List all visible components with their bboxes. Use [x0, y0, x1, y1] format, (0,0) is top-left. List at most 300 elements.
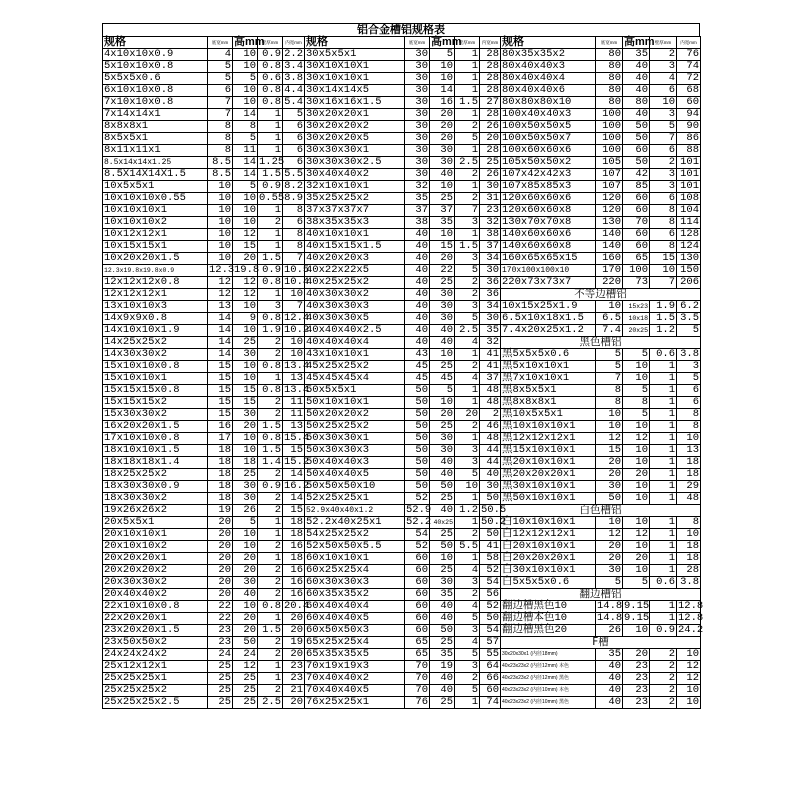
width-cell: 160 [596, 253, 623, 265]
width-cell: 17 [208, 433, 233, 445]
height-cell: 10 [233, 529, 258, 541]
inner-width-cell: 11 [283, 409, 305, 421]
spec-cell: 35x25x25x2 [305, 193, 405, 205]
thickness-cell: 1.5 [455, 97, 480, 109]
thickness-cell: 1 [455, 349, 480, 361]
thickness-cell: 1 [258, 661, 283, 673]
spec-cell: 10x20x20x1.5 [103, 253, 208, 265]
spec-cell: 20x10x10x2 [103, 541, 208, 553]
height-cell: 10 [430, 181, 455, 193]
width-cell: 60 [405, 553, 430, 565]
height-cell: 40 [430, 505, 455, 517]
inner-width-cell: 41 [480, 349, 501, 361]
width-cell: 10 [596, 301, 623, 313]
spec-cell: 52.2x40x25x1 [305, 517, 405, 529]
spec-cell: 37x37x37x7 [305, 205, 405, 217]
height-cell: 30 [430, 157, 455, 169]
inner-width-cell: 13 [283, 421, 305, 433]
inner-width-cell: 36 [480, 277, 501, 289]
height-cell: 25 [430, 637, 455, 649]
width-cell: 30 [405, 157, 430, 169]
inner-width-cell: 6 [677, 397, 701, 409]
inner-width-cell: 76 [677, 49, 701, 61]
width-cell: 18 [208, 457, 233, 469]
width-cell: 65 [405, 637, 430, 649]
height-cell: 20 [623, 649, 650, 661]
inner-width-cell: 16 [283, 589, 305, 601]
inner-width-cell: 66 [480, 673, 501, 685]
width-cell: 30 [405, 145, 430, 157]
spec-cell: 12x12x12x1 [103, 289, 208, 301]
spec-cell: 40x15x15x1.5 [305, 241, 405, 253]
height-cell: 40 [623, 61, 650, 73]
width-cell: 25 [208, 673, 233, 685]
width-cell: 10 [208, 241, 233, 253]
inner-width-cell: 20 [283, 613, 305, 625]
thickness-cell: 1 [258, 121, 283, 133]
thickness-cell: 3 [650, 169, 677, 181]
height-cell: 5 [233, 181, 258, 193]
thickness-cell: 0.6 [650, 577, 677, 589]
inner-width-cell: 26 [480, 169, 501, 181]
inner-width-cell: 32 [480, 337, 501, 349]
inner-width-cell: 128 [677, 229, 701, 241]
spec-cell: 8.5X14X14X1.5 [103, 169, 208, 181]
spec-cell: 黑12x12x12x1 [501, 433, 596, 445]
thickness-cell: 1 [650, 469, 677, 481]
spec-cell: 60x35x35x2 [305, 589, 405, 601]
table-row [103, 505, 701, 517]
height-cell: 23 [623, 673, 650, 685]
inner-width-cell: 3.8 [677, 577, 701, 589]
height-cell: 26 [233, 505, 258, 517]
inner-width-cell: 48 [480, 433, 501, 445]
height-cell: 40 [430, 469, 455, 481]
height-cell: 15 [233, 397, 258, 409]
inner-width-cell: 25 [480, 157, 501, 169]
thickness-cell: 2 [258, 337, 283, 349]
spec-cell: 翻边槽黑色10 [501, 601, 596, 613]
spec-cell: 20x5x5x1 [103, 517, 208, 529]
width-cell: 20 [208, 565, 233, 577]
inner-width-cell: 46 [480, 421, 501, 433]
inner-width-cell: 44 [480, 457, 501, 469]
thickness-cell: 1 [455, 433, 480, 445]
inner-width-cell: 10 [283, 349, 305, 361]
spec-cell: 140x60x60x8 [501, 241, 596, 253]
width-cell: 26 [596, 625, 623, 637]
inner-width-cell: 41 [480, 361, 501, 373]
inner-width-cell: 16 [283, 577, 305, 589]
inner-width-cell: 38 [480, 229, 501, 241]
spec-cell: 80x35x35x2 [501, 49, 596, 61]
inner-width-header: 内宽mm [480, 37, 501, 49]
table-row [103, 397, 701, 409]
width-cell: 35 [405, 193, 430, 205]
thickness-cell: 1 [258, 109, 283, 121]
width-cell: 20 [596, 553, 623, 565]
inner-width-cell: 16.2 [284, 480, 310, 492]
height-cell: 5 [430, 49, 455, 61]
spec-cell: 30x20x30x1 (内径18mm) [501, 649, 596, 661]
width-cell: 12.3 [209, 264, 235, 276]
spec-cell: 10x10x10x2 [103, 217, 208, 229]
spec-cell: 22x20x20x1 [103, 613, 208, 625]
height-cell: 10 [233, 205, 258, 217]
width-cell: 70 [405, 685, 430, 697]
width-cell: 70 [405, 661, 430, 673]
table-row [103, 289, 701, 301]
width-cell: 20 [596, 469, 623, 481]
inner-width-cell: 10.2 [284, 324, 310, 336]
height-cell: 20x25 [623, 325, 650, 337]
spec-cell: 50x30x30x3 [305, 445, 405, 457]
thickness-cell: 1.4 [258, 457, 283, 469]
width-cell: 30 [405, 97, 430, 109]
thickness-cell: 1 [455, 493, 480, 505]
width-cell: 22 [208, 601, 233, 613]
width-cell: 80 [596, 97, 623, 109]
width-cell: 140 [596, 229, 623, 241]
height-cell: 35 [430, 217, 455, 229]
inner-width-cell: 50 [480, 529, 501, 541]
thickness-cell: 1.5 [455, 241, 480, 253]
table-row [103, 253, 701, 265]
inner-width-cell: 10 [677, 697, 701, 709]
height-cell: 9 [233, 313, 258, 325]
thickness-cell: 4 [455, 565, 480, 577]
spec-cell: 100x50x50x7 [501, 133, 596, 145]
width-cell: 7.4 [596, 325, 623, 337]
spec-cell: 50x20x20x2 [305, 409, 405, 421]
inner-width-cell: 13 [283, 373, 305, 385]
width-cell: 12 [208, 289, 233, 301]
height-cell: 40 [623, 109, 650, 121]
thickness-cell: 1.5 [258, 421, 283, 433]
height-cell: 10 [233, 49, 258, 61]
spec-cell: 120x60x60x8 [501, 205, 596, 217]
inner-width-cell: 56 [480, 589, 501, 601]
table-row [103, 121, 701, 133]
inner-width-cell: 60 [480, 685, 501, 697]
spec-cell: 30x20x20x5 [305, 133, 405, 145]
height-cell: 10 [623, 445, 650, 457]
width-cell: 60 [405, 589, 430, 601]
inner-width-cell: 72 [677, 73, 701, 85]
height-cell: 10x18 [623, 313, 650, 325]
spec-cell: 15x15x15x2 [103, 397, 208, 409]
width-cell: 40 [596, 697, 623, 709]
height-cell: 12 [233, 661, 258, 673]
table-row [103, 589, 701, 601]
inner-width-cell: 8.9 [284, 192, 303, 204]
inner-width-cell: 101 [677, 169, 701, 181]
height-cell: 10 [623, 625, 650, 637]
width-cell: 30 [405, 169, 430, 181]
thickness-cell: 7 [455, 205, 480, 217]
thickness-header: 壁厚mm [650, 37, 677, 49]
thickness-cell: 4 [455, 373, 480, 385]
table-row [103, 421, 701, 433]
thickness-cell: 8 [650, 241, 677, 253]
thickness-cell: 3 [650, 61, 677, 73]
thickness-cell: 1 [258, 517, 283, 529]
spec-cell: 8x5x5x1 [103, 133, 208, 145]
height-cell: 20 [430, 109, 455, 121]
spec-cell: 40x25x25x2 [305, 277, 405, 289]
width-cell: 40 [405, 277, 430, 289]
spec-cell: 45x25x25x2 [305, 361, 405, 373]
thickness-cell: 2 [650, 49, 677, 61]
spec-cell: 160x65x65x15 [501, 253, 596, 265]
height-cell: 60 [623, 241, 650, 253]
inner-width-cell: 10.4 [284, 276, 310, 288]
height-cell: 10 [233, 445, 258, 457]
width-cell: 100 [596, 121, 623, 133]
spec-cell: 7x10x10x0.8 [103, 97, 208, 109]
thickness-cell: 4 [650, 73, 677, 85]
spec-header: 规格 [501, 37, 596, 49]
inner-width-cell: 10 [677, 529, 701, 541]
thickness-cell: 5 [455, 613, 480, 625]
thickness-cell: 1 [258, 673, 283, 685]
width-cell: 52 [405, 493, 430, 505]
table-row [103, 457, 701, 469]
inner-width-header: 内宽mm [283, 37, 305, 49]
spec-cell: 25x25x25x2.5 [103, 697, 208, 709]
width-cell: 30 [405, 109, 430, 121]
width-cell: 40 [405, 325, 430, 337]
height-cell: 40 [430, 337, 455, 349]
height-cell: 40 [430, 601, 455, 613]
spec-cell: 8x11x11x1 [103, 145, 208, 157]
inner-width-cell: 13 [677, 445, 701, 457]
height-cell: 10 [233, 301, 258, 313]
thickness-cell: 3 [455, 625, 480, 637]
width-cell: 20 [596, 541, 623, 553]
spec-cell: 80x40x40x4 [501, 73, 596, 85]
height-cell: 5 [623, 577, 650, 589]
width-cell: 7 [208, 109, 233, 121]
table-row [103, 241, 701, 253]
thickness-cell: 1 [650, 421, 677, 433]
inner-width-cell: 8 [283, 241, 305, 253]
thickness-cell: 10 [455, 481, 480, 493]
width-cell: 24 [208, 649, 233, 661]
inner-width-cell: 74 [480, 697, 501, 709]
spec-cell: 40x23x23x2 (内径12mm) 本色 [501, 661, 596, 673]
table-row [103, 313, 701, 325]
width-cell: 80 [596, 85, 623, 97]
thickness-cell: 0.8 [258, 61, 283, 73]
spec-cell: 黑10x10x10x1 [501, 421, 596, 433]
width-cell: 10 [208, 205, 233, 217]
spec-cell: 22x10x10x0.8 [103, 601, 208, 613]
width-cell: 18 [208, 469, 233, 481]
inner-width-cell: 60 [677, 97, 701, 109]
inner-width-cell: 5.4 [284, 96, 303, 108]
thickness-cell: 1 [650, 517, 677, 529]
thickness-cell: 2 [258, 541, 283, 553]
width-cell: 25 [208, 697, 233, 709]
width-cell: 40 [405, 313, 430, 325]
thickness-cell: 2 [258, 589, 283, 601]
height-cell: 12 [233, 289, 258, 301]
spec-cell: 23x50x50x2 [103, 637, 208, 649]
thickness-header: 壁厚mm [455, 37, 480, 49]
thickness-cell: 2 [455, 121, 480, 133]
thickness-cell: 2.5 [258, 697, 283, 709]
thickness-cell: 1.5 [258, 625, 283, 637]
thickness-cell: 1 [258, 289, 283, 301]
height-cell: 25 [233, 469, 258, 481]
inner-width-cell: 50.2 [481, 516, 507, 528]
height-cell: 37 [430, 205, 455, 217]
thickness-cell: 1 [650, 457, 677, 469]
width-cell: 30 [596, 565, 623, 577]
height-cell: 40 [430, 685, 455, 697]
width-cell: 8.5 [208, 157, 233, 169]
width-cell: 10 [208, 217, 233, 229]
thickness-cell: 0.8 [258, 601, 283, 613]
thickness-cell: 2 [258, 217, 283, 229]
thickness-cell: 0.8 [258, 313, 283, 325]
thickness-cell: 2 [258, 577, 283, 589]
inner-width-cell: 10 [283, 289, 305, 301]
width-cell: 20 [208, 541, 233, 553]
width-cell: 20 [208, 577, 233, 589]
table-row [103, 145, 701, 157]
inner-width-cell: 10 [677, 433, 701, 445]
spec-cell: 107x85x85x3 [501, 181, 596, 193]
height-cell: 25 [430, 421, 455, 433]
table-row [103, 97, 701, 109]
height-cell: 12 [233, 277, 258, 289]
section-heading: 黑色槽铝 [501, 337, 701, 349]
thickness-cell: 3 [455, 577, 480, 589]
inner-width-cell: 18 [677, 457, 701, 469]
height-cell: 15 [233, 241, 258, 253]
thickness-cell: 4 [455, 337, 480, 349]
inner-width-cell: 15 [283, 445, 305, 457]
table-title: 铝合金槽铝规格表 [102, 23, 700, 36]
inner-width-cell: 5 [677, 373, 701, 385]
inner-width-cell: 30 [480, 481, 501, 493]
height-cell: 16 [430, 97, 455, 109]
width-cell: 120 [596, 205, 623, 217]
width-header: 底宽mm [405, 37, 430, 49]
table-row [103, 529, 701, 541]
thickness-cell: 2 [650, 661, 677, 673]
width-cell: 10 [208, 193, 233, 205]
spec-cell: 20x40x40x2 [103, 589, 208, 601]
height-cell: 10 [233, 433, 258, 445]
width-cell: 80 [596, 61, 623, 73]
inner-width-cell: 28 [480, 49, 501, 61]
table-row [103, 49, 701, 61]
thickness-cell: 2 [455, 169, 480, 181]
inner-width-cell: 50 [480, 493, 501, 505]
height-cell: 25 [233, 673, 258, 685]
thickness-cell: 10 [650, 97, 677, 109]
spec-cell: 60x10x10x1 [305, 553, 405, 565]
spec-cell: 50x30x30x1 [305, 433, 405, 445]
inner-width-cell: 7 [283, 301, 305, 313]
height-cell: 40 [233, 589, 258, 601]
inner-width-cell: 8.2 [284, 180, 303, 192]
spec-cell: 32x10x10x1 [305, 181, 405, 193]
height-cell: 20 [233, 625, 258, 637]
height-cell: 10 [233, 193, 258, 205]
thickness-cell: 2 [258, 565, 283, 577]
height-cell: 14 [233, 109, 258, 121]
width-cell: 12 [596, 433, 623, 445]
thickness-cell: 7 [650, 133, 677, 145]
height-cell: 10 [623, 517, 650, 529]
height-cell: 10 [623, 541, 650, 553]
height-cell: 60 [623, 205, 650, 217]
inner-width-cell: 29 [677, 481, 701, 493]
height-cell: 10 [430, 397, 455, 409]
inner-width-cell: 88 [677, 145, 701, 157]
thickness-cell: 1 [455, 517, 480, 529]
thickness-cell: 15 [650, 253, 677, 265]
spec-cell: 15x10x10x0.8 [103, 361, 208, 373]
spec-cell: 黑8x8x8x1 [501, 397, 596, 409]
table-row [103, 301, 701, 313]
spec-cell: 20x10x10x1 [103, 529, 208, 541]
height-cell: 10 [623, 481, 650, 493]
spec-cell: 30x20x20x2 [305, 121, 405, 133]
thickness-cell: 6 [650, 229, 677, 241]
thickness-cell: 2 [258, 397, 283, 409]
height-cell: 50 [233, 637, 258, 649]
spec-cell: 105x50x50x2 [501, 157, 596, 169]
spec-cell: 20x30x30x2 [103, 577, 208, 589]
thickness-cell: 1 [455, 397, 480, 409]
spec-cell: 60x30x30x3 [305, 577, 405, 589]
spec-cell: 40x23x23x2 (内径12mm) 黑色 [501, 673, 596, 685]
height-cell: 40 [430, 673, 455, 685]
thickness-cell: 1 [258, 229, 283, 241]
thickness-cell: 0.9 [650, 625, 677, 637]
inner-width-cell: 19 [283, 637, 305, 649]
inner-width-cell: 3.8 [677, 349, 701, 361]
thickness-cell: 1 [455, 145, 480, 157]
width-cell: 18 [208, 445, 233, 457]
width-cell: 50 [405, 469, 430, 481]
thickness-cell: 1.2 [650, 325, 677, 337]
width-cell: 130 [596, 217, 623, 229]
height-cell: 20 [233, 553, 258, 565]
inner-width-cell: 28 [677, 565, 701, 577]
thickness-cell: 6 [650, 85, 677, 97]
inner-width-cell: 12.8 [678, 600, 704, 612]
spec-table [102, 36, 704, 709]
width-cell: 54 [405, 529, 430, 541]
thickness-cell: 1.5 [258, 445, 283, 457]
height-cell: 25 [430, 493, 455, 505]
spec-cell: 黑5x5x5x0.6 [501, 349, 596, 361]
thickness-cell: 3 [455, 253, 480, 265]
spec-cell: 120x60x60x6 [501, 193, 596, 205]
thickness-cell: 1 [258, 205, 283, 217]
width-cell: 40 [405, 241, 430, 253]
width-cell: 5 [596, 361, 623, 373]
width-cell: 60 [405, 625, 430, 637]
width-cell: 25 [208, 685, 233, 697]
thickness-cell: 5 [455, 313, 480, 325]
